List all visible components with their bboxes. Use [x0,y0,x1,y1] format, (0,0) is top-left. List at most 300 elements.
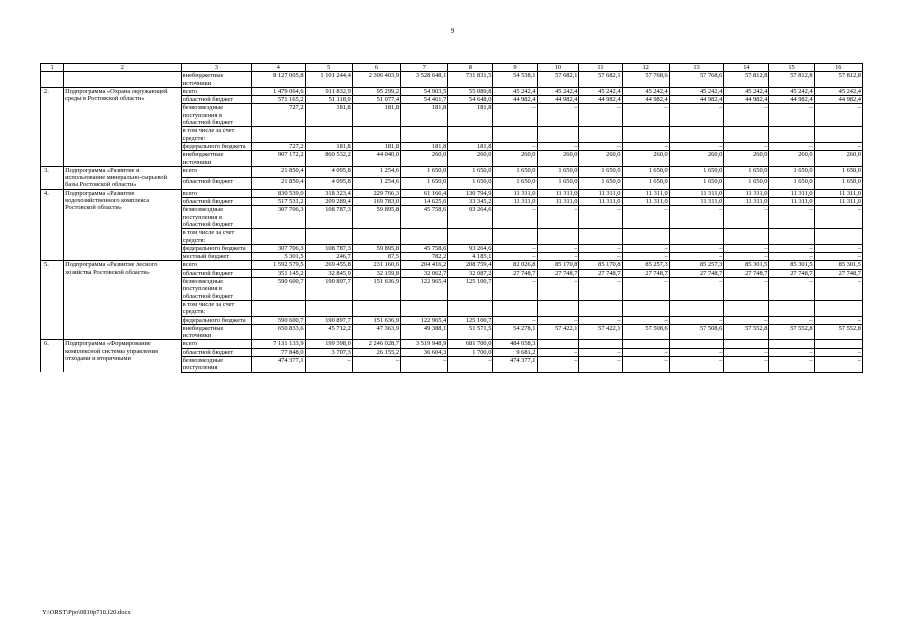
amount-cell [252,300,306,316]
amount-cell: – [537,316,579,324]
amount-cell: – [669,348,724,356]
amount-cell: 44 982,4 [769,96,814,104]
amount-cell: – [724,104,769,127]
table-body [41,72,863,372]
amount-cell: 57 682,1 [537,72,579,88]
amount-cell [305,127,352,143]
amount-cell [537,340,579,348]
funding-source: областной бюджет [181,96,251,104]
column-header: 10 [537,64,579,72]
amount-cell: – [622,348,669,356]
amount-cell: 54 538,1 [493,72,537,88]
funding-source: областной бюджет [181,178,251,189]
column-header: 2 [64,64,182,72]
funding-source: областной бюджет [181,198,251,206]
amount-cell: 1 254,6 [352,178,400,189]
amount-cell: 474 377,1 [493,356,537,372]
amount-cell [252,229,306,245]
amount-cell: 57 422,1 [579,324,622,340]
amount-cell: 1 650,0 [622,178,669,189]
funding-source: всего [181,189,251,197]
subprogram-name: Подпрограмма «Развитие водохозяйственного комплекса Ростовской области» [64,189,182,261]
amount-cell: 181,8 [305,104,352,127]
row-number: 2. [41,87,64,166]
amount-cell: 85 170,8 [579,261,622,269]
amount-cell: 1 650,0 [401,166,448,177]
amount-cell [493,300,537,316]
row-number [41,72,64,88]
amount-cell: 830 539,0 [252,189,306,197]
amount-cell [814,127,862,143]
amount-cell: 11 311,0 [724,189,769,197]
amount-cell: – [669,278,724,301]
amount-cell: 44 982,4 [622,96,669,104]
amount-cell [579,127,622,143]
amount-cell: 82 026,8 [493,261,537,269]
funding-source: федерального бюджета [181,316,251,324]
amount-cell: 108 787,3 [305,206,352,229]
amount-cell: 122 965,4 [401,316,448,324]
amount-cell: 11 311,0 [493,198,537,206]
amount-cell: 57 768,6 [669,72,724,88]
amount-cell: 181,8 [305,142,352,150]
amount-cell [814,229,862,245]
amount-cell: 590 600,7 [252,278,306,301]
amount-cell: – [724,142,769,150]
amount-cell: 209 289,4 [305,198,352,206]
amount-cell: 57 552,8 [724,324,769,340]
amount-cell: 1 592 579,5 [252,261,306,269]
amount-cell: 36 604,3 [401,348,448,356]
amount-cell: 208 759,4 [448,261,493,269]
amount-cell: 204 416,2 [401,261,448,269]
amount-cell [814,300,862,316]
amount-cell: 45 712,2 [305,324,352,340]
page-number: 9 [450,27,455,35]
amount-cell [401,127,448,143]
amount-cell: 33 345,2 [448,198,493,206]
budget-table [40,63,863,373]
amount-cell: 11 311,0 [769,198,814,206]
amount-cell: 54 461,7 [401,96,448,104]
amount-cell: 93 264,6 [448,206,493,229]
amount-cell [724,340,769,348]
amount-cell [401,300,448,316]
table-row [41,340,863,348]
amount-cell: 4 095,8 [305,178,352,189]
amount-cell: – [537,253,579,261]
amount-cell: 907 172,2 [252,151,306,167]
amount-cell: 44 982,4 [814,96,862,104]
amount-cell: 21 850,4 [252,166,306,177]
amount-cell: – [622,278,669,301]
row-number: 5. [41,261,64,340]
amount-cell: 47 363,9 [352,324,400,340]
amount-cell: – [493,316,537,324]
amount-cell: 11 311,0 [579,198,622,206]
amount-cell: – [814,356,862,372]
amount-cell: 727,2 [252,142,306,150]
column-header: 3 [181,64,251,72]
amount-cell: 2 306 403,9 [352,72,400,88]
amount-cell: – [814,253,862,261]
amount-cell: 260,0 [769,151,814,167]
amount-cell: 125 100,7 [448,316,493,324]
amount-cell: – [493,206,537,229]
funding-source: внебюджетные источники [181,324,251,340]
amount-cell: 7 131 133,9 [252,340,306,348]
subprogram-name: Подпрограмма «Развитие и использование минерально-сырьевой базы Ростовской области» [64,166,182,189]
amount-cell: – [769,253,814,261]
amount-cell: – [448,356,493,372]
amount-cell: – [493,104,537,127]
funding-source: безвозмездные поступления в областной бюджет [181,278,251,301]
amount-cell: 125 100,7 [448,278,493,301]
amount-cell: – [669,316,724,324]
amount-cell: 229 766,3 [352,189,400,197]
amount-cell: – [724,278,769,301]
amount-cell: 650 833,6 [252,324,306,340]
amount-cell: – [814,348,862,356]
amount-cell: 11 311,0 [537,198,579,206]
amount-cell: – [814,316,862,324]
amount-cell [769,300,814,316]
amount-cell: 1 650,0 [493,178,537,189]
amount-cell: 27 748,7 [579,269,622,277]
amount-cell: 681 700,0 [448,340,493,348]
amount-cell: 32 062,7 [401,269,448,277]
column-header: 6 [352,64,400,72]
funding-source: безвозмездные поступления в областной бюджет [181,206,251,229]
amount-cell: – [769,348,814,356]
amount-cell: 1 650,0 [579,178,622,189]
amount-cell: – [537,244,579,252]
amount-cell: 32 845,9 [305,269,352,277]
funding-source: в том числе за счет средств: [181,229,251,245]
amount-cell: 911 832,9 [305,87,352,95]
amount-cell [537,127,579,143]
amount-cell: 11 311,0 [537,189,579,197]
amount-cell [769,229,814,245]
amount-cell: 11 311,0 [669,198,724,206]
amount-cell: – [724,316,769,324]
amount-cell: – [537,356,579,372]
column-header: 5 [305,64,352,72]
amount-cell: 27 748,7 [669,269,724,277]
amount-cell: 57 812,8 [724,72,769,88]
amount-cell: 32 087,2 [448,269,493,277]
amount-cell: 3 528 648,1 [401,72,448,88]
amount-cell: 11 311,0 [814,189,862,197]
amount-cell: 57 768,6 [622,72,669,88]
amount-cell: – [669,253,724,261]
amount-cell: – [579,316,622,324]
amount-cell: 2 246 028,7 [352,340,400,348]
subprogram-name: Подпрограмма «Формирование комплексной системы управления отходами и вторичными [64,340,182,372]
funding-source: всего [181,261,251,269]
column-header: 8 [448,64,493,72]
amount-cell: 27 748,7 [537,269,579,277]
amount-cell: 85 257,3 [622,261,669,269]
amount-cell: 27 748,7 [724,269,769,277]
amount-cell: – [579,104,622,127]
amount-cell: 85 257,3 [669,261,724,269]
amount-cell: 1 650,0 [769,178,814,189]
amount-cell: 1 650,0 [724,166,769,177]
amount-cell: – [352,356,400,372]
amount-cell [724,229,769,245]
funding-source: внебюджетные источники [181,151,251,167]
subprogram-name [64,72,182,88]
amount-cell: 731 831,5 [448,72,493,88]
amount-cell: 61 166,4 [401,189,448,197]
amount-cell: 1 650,0 [669,178,724,189]
amount-cell: 190 897,7 [305,316,352,324]
amount-cell: 269 455,8 [305,261,352,269]
amount-cell: 1 650,0 [493,166,537,177]
table-row [41,87,863,95]
amount-cell: 45 242,4 [724,87,769,95]
amount-cell: 5 301,5 [252,253,306,261]
amount-cell: – [579,142,622,150]
column-header: 11 [579,64,622,72]
amount-cell [769,340,814,348]
amount-cell: 1 650,0 [669,166,724,177]
amount-cell: 77 848,0 [252,348,306,356]
amount-cell [769,127,814,143]
amount-cell: 260,0 [622,151,669,167]
amount-cell: 246,7 [305,253,352,261]
amount-cell: 51 118,9 [305,96,352,104]
amount-cell: – [305,356,352,372]
amount-cell [305,300,352,316]
amount-cell: 45 242,4 [769,87,814,95]
amount-cell: 1 650,0 [401,178,448,189]
amount-cell: 484 058,3 [493,340,537,348]
amount-cell: 57 682,1 [579,72,622,88]
column-header: 12 [622,64,669,72]
amount-cell [352,127,400,143]
amount-cell [493,127,537,143]
amount-cell: 151 636,9 [352,316,400,324]
amount-cell: 85 301,5 [769,261,814,269]
column-header: 1 [41,64,64,72]
amount-cell: 260,0 [401,151,448,167]
amount-cell: 260,0 [669,151,724,167]
amount-cell: 11 311,0 [622,189,669,197]
amount-cell: 1 650,0 [537,178,579,189]
amount-cell: 11 311,0 [493,189,537,197]
column-header: 13 [669,64,724,72]
amount-cell: – [537,348,579,356]
amount-cell [401,229,448,245]
amount-cell: 27 748,7 [493,269,537,277]
amount-cell: 44 982,4 [537,96,579,104]
amount-cell [448,127,493,143]
amount-cell: – [724,206,769,229]
amount-cell: – [769,278,814,301]
amount-cell [579,300,622,316]
amount-cell: 45 242,4 [579,87,622,95]
amount-cell: 4 095,8 [305,166,352,177]
amount-cell: – [669,104,724,127]
amount-cell: 45 758,6 [401,244,448,252]
row-number: 3. [41,166,64,189]
amount-cell: 181,8 [352,142,400,150]
amount-cell: 108 787,3 [305,244,352,252]
amount-cell: 181,8 [448,104,493,127]
amount-cell: 1 650,0 [448,178,493,189]
amount-cell: – [669,142,724,150]
amount-cell [622,340,669,348]
amount-cell: – [537,104,579,127]
amount-cell: 260,0 [448,151,493,167]
amount-cell: – [493,142,537,150]
amount-cell: 260,0 [579,151,622,167]
amount-cell: – [579,244,622,252]
amount-cell: – [622,104,669,127]
amount-cell: – [579,206,622,229]
amount-cell: 11 311,0 [724,198,769,206]
amount-cell: 45 758,6 [401,206,448,229]
amount-cell: 26 155,2 [352,348,400,356]
amount-cell: 1 650,0 [724,178,769,189]
amount-cell: 49 388,1 [401,324,448,340]
column-header: 16 [814,64,862,72]
amount-cell: 51 571,5 [448,324,493,340]
amount-cell: 57 552,8 [814,324,862,340]
amount-cell: – [579,253,622,261]
amount-cell [579,229,622,245]
amount-cell: 151 636,9 [352,278,400,301]
amount-cell: – [622,206,669,229]
amount-cell [724,300,769,316]
amount-cell: 181,8 [401,104,448,127]
amount-cell [724,127,769,143]
row-number: 4. [41,189,64,261]
amount-cell: 307 706,3 [252,206,306,229]
amount-cell: – [814,104,862,127]
subprogram-name: Подпрограмма «Охрана окружающей среды в Ростовской области» [64,87,182,166]
amount-cell: 3 519 948,9 [401,340,448,348]
amount-cell: 57 422,1 [537,324,579,340]
subprogram-name: Подпрограмма «Развитие лесного хозяйства Ростовской области» [64,261,182,340]
amount-cell: – [769,104,814,127]
amount-cell: – [814,142,862,150]
table-row [41,189,863,197]
amount-cell: 3 707,3 [305,348,352,356]
amount-cell: – [769,316,814,324]
amount-cell: – [493,244,537,252]
table-row [41,261,863,269]
table-row [41,166,863,177]
funding-source: в том числе за счет средств: [181,127,251,143]
amount-cell: – [769,244,814,252]
amount-cell: 45 242,4 [493,87,537,95]
amount-cell: 1 650,0 [579,166,622,177]
funding-source: федерального бюджета [181,244,251,252]
amount-cell: 32 159,8 [352,269,400,277]
amount-cell: – [622,244,669,252]
amount-cell: 860 532,2 [305,151,352,167]
amount-cell: 57 812,8 [769,72,814,88]
amount-cell: – [622,316,669,324]
amount-cell: 44 982,4 [493,96,537,104]
amount-cell: 8 127 005,8 [252,72,306,88]
amount-cell: 181,8 [352,104,400,127]
amount-cell: 45 242,4 [537,87,579,95]
amount-cell: 1 650,0 [622,166,669,177]
amount-cell: – [622,356,669,372]
footer-path: Y:\ORST\Ppo\0810p710.f20.docx [42,609,131,616]
amount-cell: 169 783,0 [352,198,400,206]
funding-source: федерального бюджета [181,142,251,150]
amount-cell [448,229,493,245]
amount-cell: 181,8 [401,142,448,150]
amount-cell [622,127,669,143]
amount-cell: – [537,142,579,150]
amount-cell: 44 982,4 [724,96,769,104]
amount-cell [579,340,622,348]
amount-cell [305,229,352,245]
amount-cell: 474 377,1 [252,356,306,372]
amount-cell: – [724,356,769,372]
amount-cell: 130 794,9 [448,189,493,197]
amount-cell: 190 897,7 [305,278,352,301]
amount-cell: – [622,253,669,261]
amount-cell: 14 625,6 [401,198,448,206]
amount-cell: 1 101 244,4 [305,72,352,88]
amount-cell: – [724,253,769,261]
column-header: 7 [401,64,448,72]
amount-cell: – [814,244,862,252]
amount-cell: 51 077,4 [352,96,400,104]
funding-source: областной бюджет [181,269,251,277]
amount-cell: 59 895,8 [352,206,400,229]
amount-cell: 55 089,8 [448,87,493,95]
amount-cell: 1 650,0 [769,166,814,177]
amount-cell: 11 311,0 [669,189,724,197]
column-header: 9 [493,64,537,72]
funding-source: местный бюджет [181,253,251,261]
column-header: 14 [724,64,769,72]
funding-source: областной бюджет [181,348,251,356]
amount-cell: 318 323,4 [305,189,352,197]
amount-cell: 44 040,0 [352,151,400,167]
amount-cell: 517 531,2 [252,198,306,206]
amount-cell: – [669,244,724,252]
amount-cell: – [537,278,579,301]
amount-cell: 54 648,0 [448,96,493,104]
amount-cell: – [669,356,724,372]
amount-cell [669,300,724,316]
amount-cell: 727,2 [252,104,306,127]
column-header: 15 [769,64,814,72]
amount-cell: 260,0 [537,151,579,167]
amount-cell: 45 242,4 [814,87,862,95]
funding-source: в том числе за счет средств: [181,300,251,316]
amount-cell: – [401,356,448,372]
amount-cell: 11 311,0 [769,189,814,197]
header-row [41,64,863,72]
amount-cell: 307 706,3 [252,244,306,252]
amount-cell: 1 254,6 [352,166,400,177]
amount-cell: 87,5 [352,253,400,261]
amount-cell: 1 479 064,6 [252,87,306,95]
amount-cell: 1 650,0 [814,166,862,177]
amount-cell: – [769,206,814,229]
amount-cell: 1 650,0 [448,166,493,177]
